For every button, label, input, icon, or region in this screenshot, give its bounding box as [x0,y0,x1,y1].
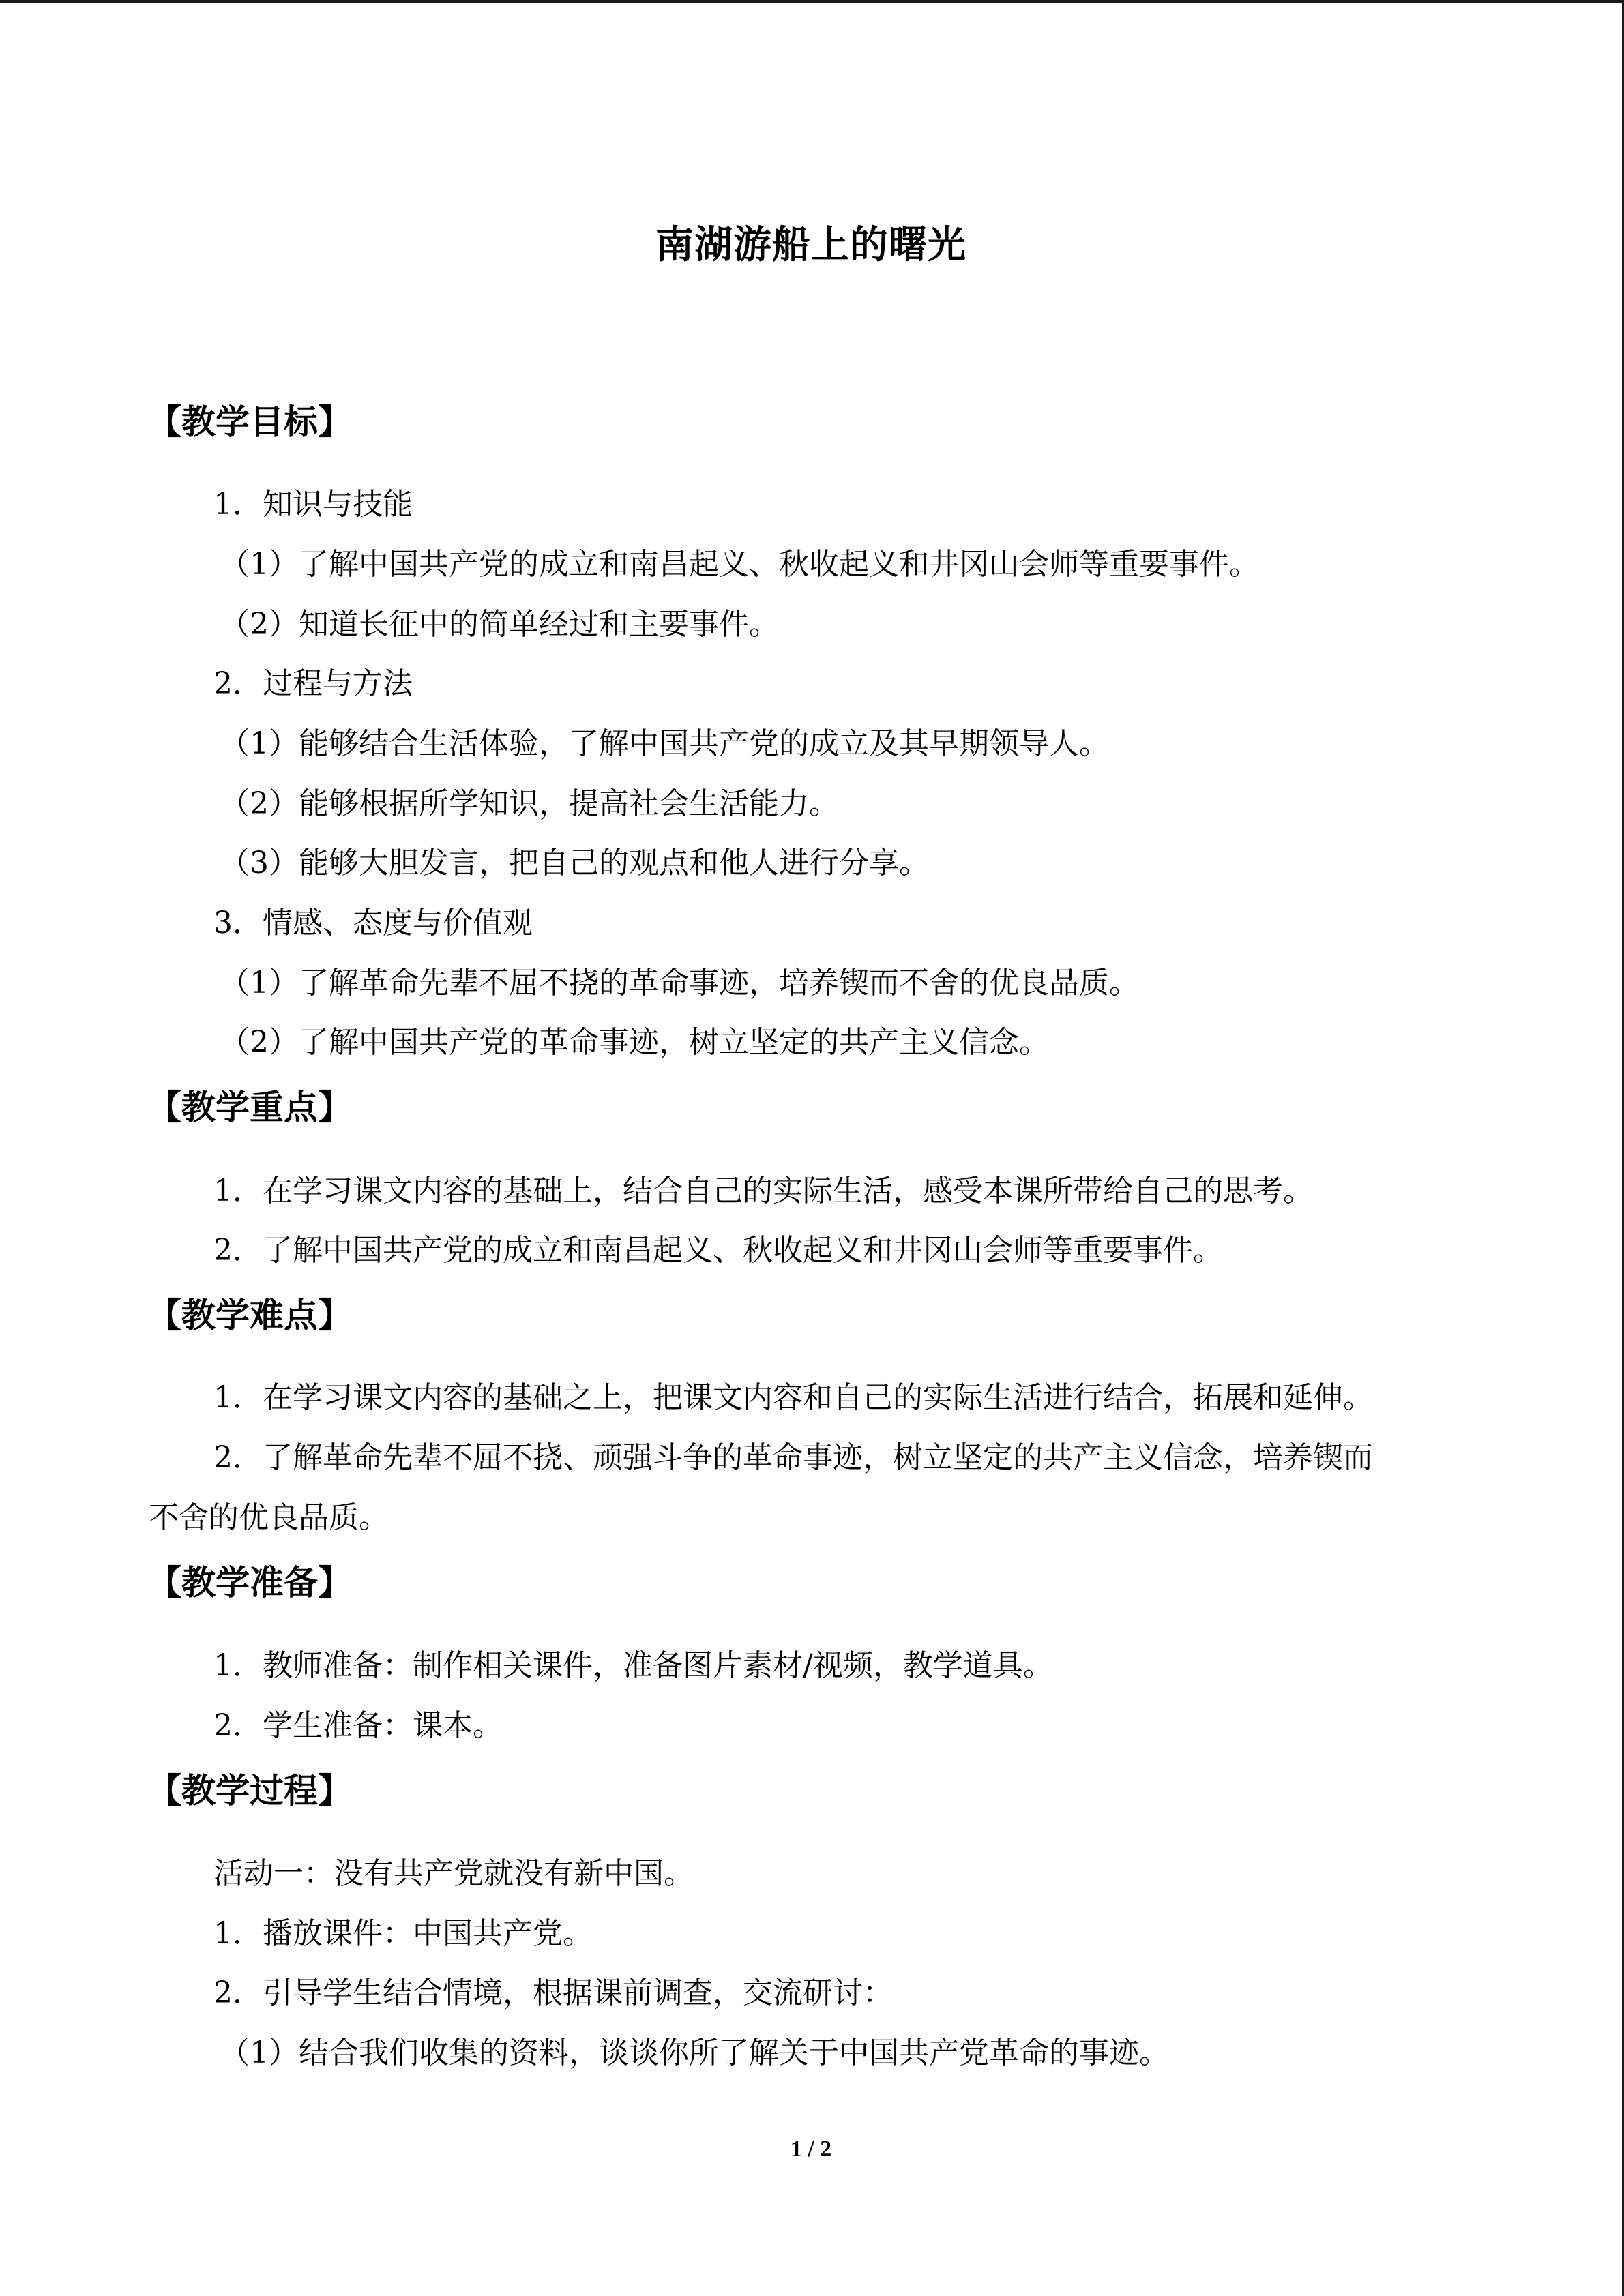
objective-line: 2．过程与方法 [213,666,413,701]
objective-line: （2）了解中国共产党的革命事迹，树立坚定的共产主义信念。 [220,1025,1049,1060]
preparation-line: 1．教师准备：制作相关课件，准备图片素材/视频，教学道具。 [213,1648,1053,1683]
objective-line: （1）了解革命先辈不屈不挠的革命事迹，培养锲而不舍的优良品质。 [220,966,1139,1000]
page-number: 1 / 2 [790,2136,832,2162]
objective-line: （1）能够结合生活体验，了解中国共产党的成立及其早期领导人。 [220,726,1109,761]
section-heading-preparation: 【教学准备】 [147,1563,352,1602]
process-line: 活动一：没有共产党就没有新中国。 [213,1856,694,1891]
section-heading-process: 【教学过程】 [147,1771,352,1810]
document-title: 南湖游船上的曙光 [655,223,966,267]
section-heading-objectives: 【教学目标】 [147,402,352,442]
objective-line: （3）能够大胆发言，把自己的观点和他人进行分享。 [220,846,929,880]
key-point-line: 1．在学习课文内容的基础上，结合自己的实际生活，感受本课所带给自己的思考。 [213,1174,1313,1208]
objective-line: 3．情感、态度与价值观 [213,906,533,940]
objective-line: （2）知道长征中的简单经过和主要事件。 [220,607,779,642]
objective-line: 1．知识与技能 [213,487,413,522]
objective-line: （1）了解中国共产党的成立和南昌起义、秋收起义和井冈山会师等重要事件。 [220,547,1259,582]
section-heading-difficulties: 【教学难点】 [147,1296,352,1335]
process-line: 2．引导学生结合情境，根据课前调查，交流研讨： [213,1976,893,2010]
process-line: （1）结合我们收集的资料，谈谈你所了解关于中国共产党革命的事迹。 [220,2036,1169,2070]
objective-line: （2）能够根据所学知识，提高社会生活能力。 [220,786,839,821]
process-line: 1．播放课件：中国共产党。 [213,1916,593,1951]
preparation-line: 2．学生准备：课本。 [213,1708,503,1743]
difficulty-line: 2．了解革命先辈不屈不挠、顽强斗争的革命事迹，树立坚定的共产主义信念，培养锲而 [213,1440,1373,1475]
difficulty-line-continuation: 不舍的优良品质。 [149,1500,389,1535]
section-heading-key-points: 【教学重点】 [147,1088,352,1127]
difficulty-line: 1．在学习课文内容的基础之上，把课文内容和自己的实际生活进行结合，拓展和延伸。 [213,1380,1373,1415]
key-point-line: 2．了解中国共产党的成立和南昌起义、秋收起义和井冈山会师等重要事件。 [213,1233,1223,1268]
